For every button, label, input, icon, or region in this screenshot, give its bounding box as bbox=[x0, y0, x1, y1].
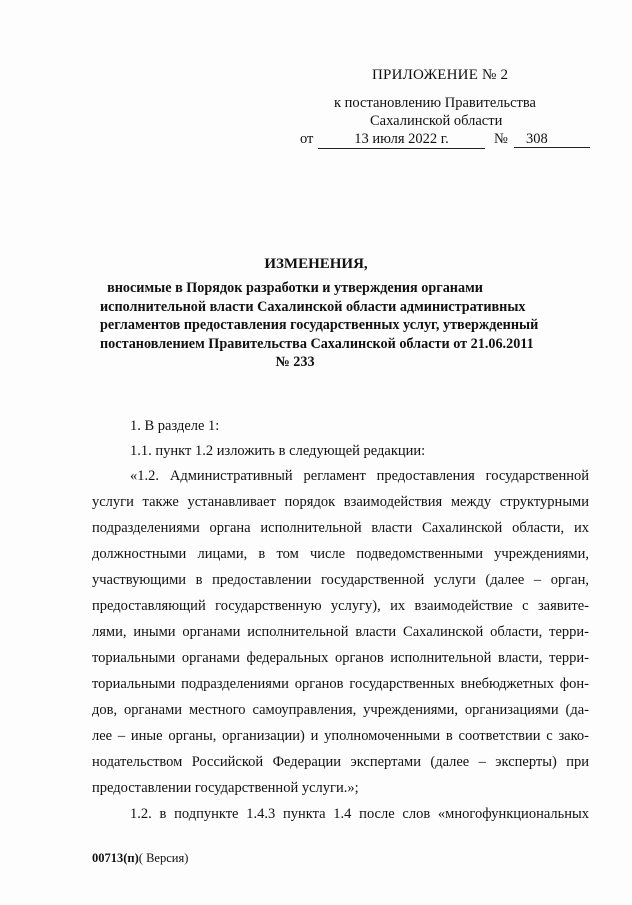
appendix-title: ПРИЛОЖЕНИЕ № 2 bbox=[372, 67, 509, 83]
resolution-number: 308 bbox=[514, 131, 590, 148]
subtitle-line: вносимые в Порядок разработки и утверждения органами bbox=[107, 280, 483, 296]
paragraph-line: должностными лицами, в том числе подведомственными учреждениями, bbox=[92, 546, 589, 562]
appendix-resolution-line: к постановлению Правительства bbox=[334, 95, 536, 111]
paragraph-line: «1.2. Административный регламент предоставления государственной bbox=[130, 468, 589, 484]
subtitle-line: постановлением Правительства Сахалинской области от 21.06.2011 bbox=[100, 335, 534, 352]
section-item: 1. В разделе 1: bbox=[130, 418, 220, 434]
appendix-region-line: Сахалинской области bbox=[370, 113, 503, 129]
paragraph-line: ториальными органами федеральных органов исполнительной власти, терри- bbox=[92, 650, 589, 666]
paragraph-line: предоставляющий государственную услугу), их взаимодействие с заявите- bbox=[92, 598, 589, 614]
footer-version: ( Версия) bbox=[138, 851, 189, 865]
number-label: № bbox=[494, 131, 508, 147]
subtitle-line: регламентов предоставления государственных услуг, утвержденный bbox=[100, 317, 539, 333]
paragraph-last-line: предоставлении государственной услуги.»; bbox=[92, 780, 359, 796]
footer-code: 00713(п) bbox=[92, 851, 139, 865]
document-subtitle bbox=[100, 279, 539, 372]
subsection-item: 1.2. в подпункте 1.4.3 пункта 1.4 после слов «многофункциональных bbox=[130, 806, 589, 822]
paragraph-line: дов, органами местного самоуправления, учреждениями, организациями (да- bbox=[92, 702, 589, 718]
subtitle-line: № 233 bbox=[275, 354, 315, 370]
subtitle-line: исполнительной власти Сахалинской области административных bbox=[100, 298, 526, 315]
from-label: от bbox=[300, 131, 314, 147]
paragraph-line: нодательством Российской Федерации экспертами (далее – эксперты) при bbox=[92, 754, 589, 770]
paragraph-line: участвующими в предоставлении государственной услуги (далее – орган, bbox=[92, 572, 589, 588]
subsection-item: 1.1. пункт 1.2 изложить в следующей редакции: bbox=[130, 443, 426, 459]
document-title: ИЗМЕНЕНИЯ, bbox=[264, 256, 368, 272]
paragraph-line: лями, иными органами исполнительной власти Сахалинской области, терри- bbox=[92, 624, 589, 640]
paragraph-line: услуги также устанавливает порядок взаимодействия между структурными bbox=[92, 494, 589, 510]
paragraph-line: ториальными подразделениями органов государственных внебюджетных фон- bbox=[92, 676, 589, 692]
paragraph-line: подразделениями органа исполнительной власти Сахалинской области, их bbox=[92, 520, 589, 536]
footer-document-code bbox=[92, 851, 188, 866]
paragraph-line: лее – иные органы, организации) и уполномоченными в соответствии с зако- bbox=[92, 728, 589, 744]
resolution-date: 13 июля 2022 г. bbox=[318, 131, 485, 149]
